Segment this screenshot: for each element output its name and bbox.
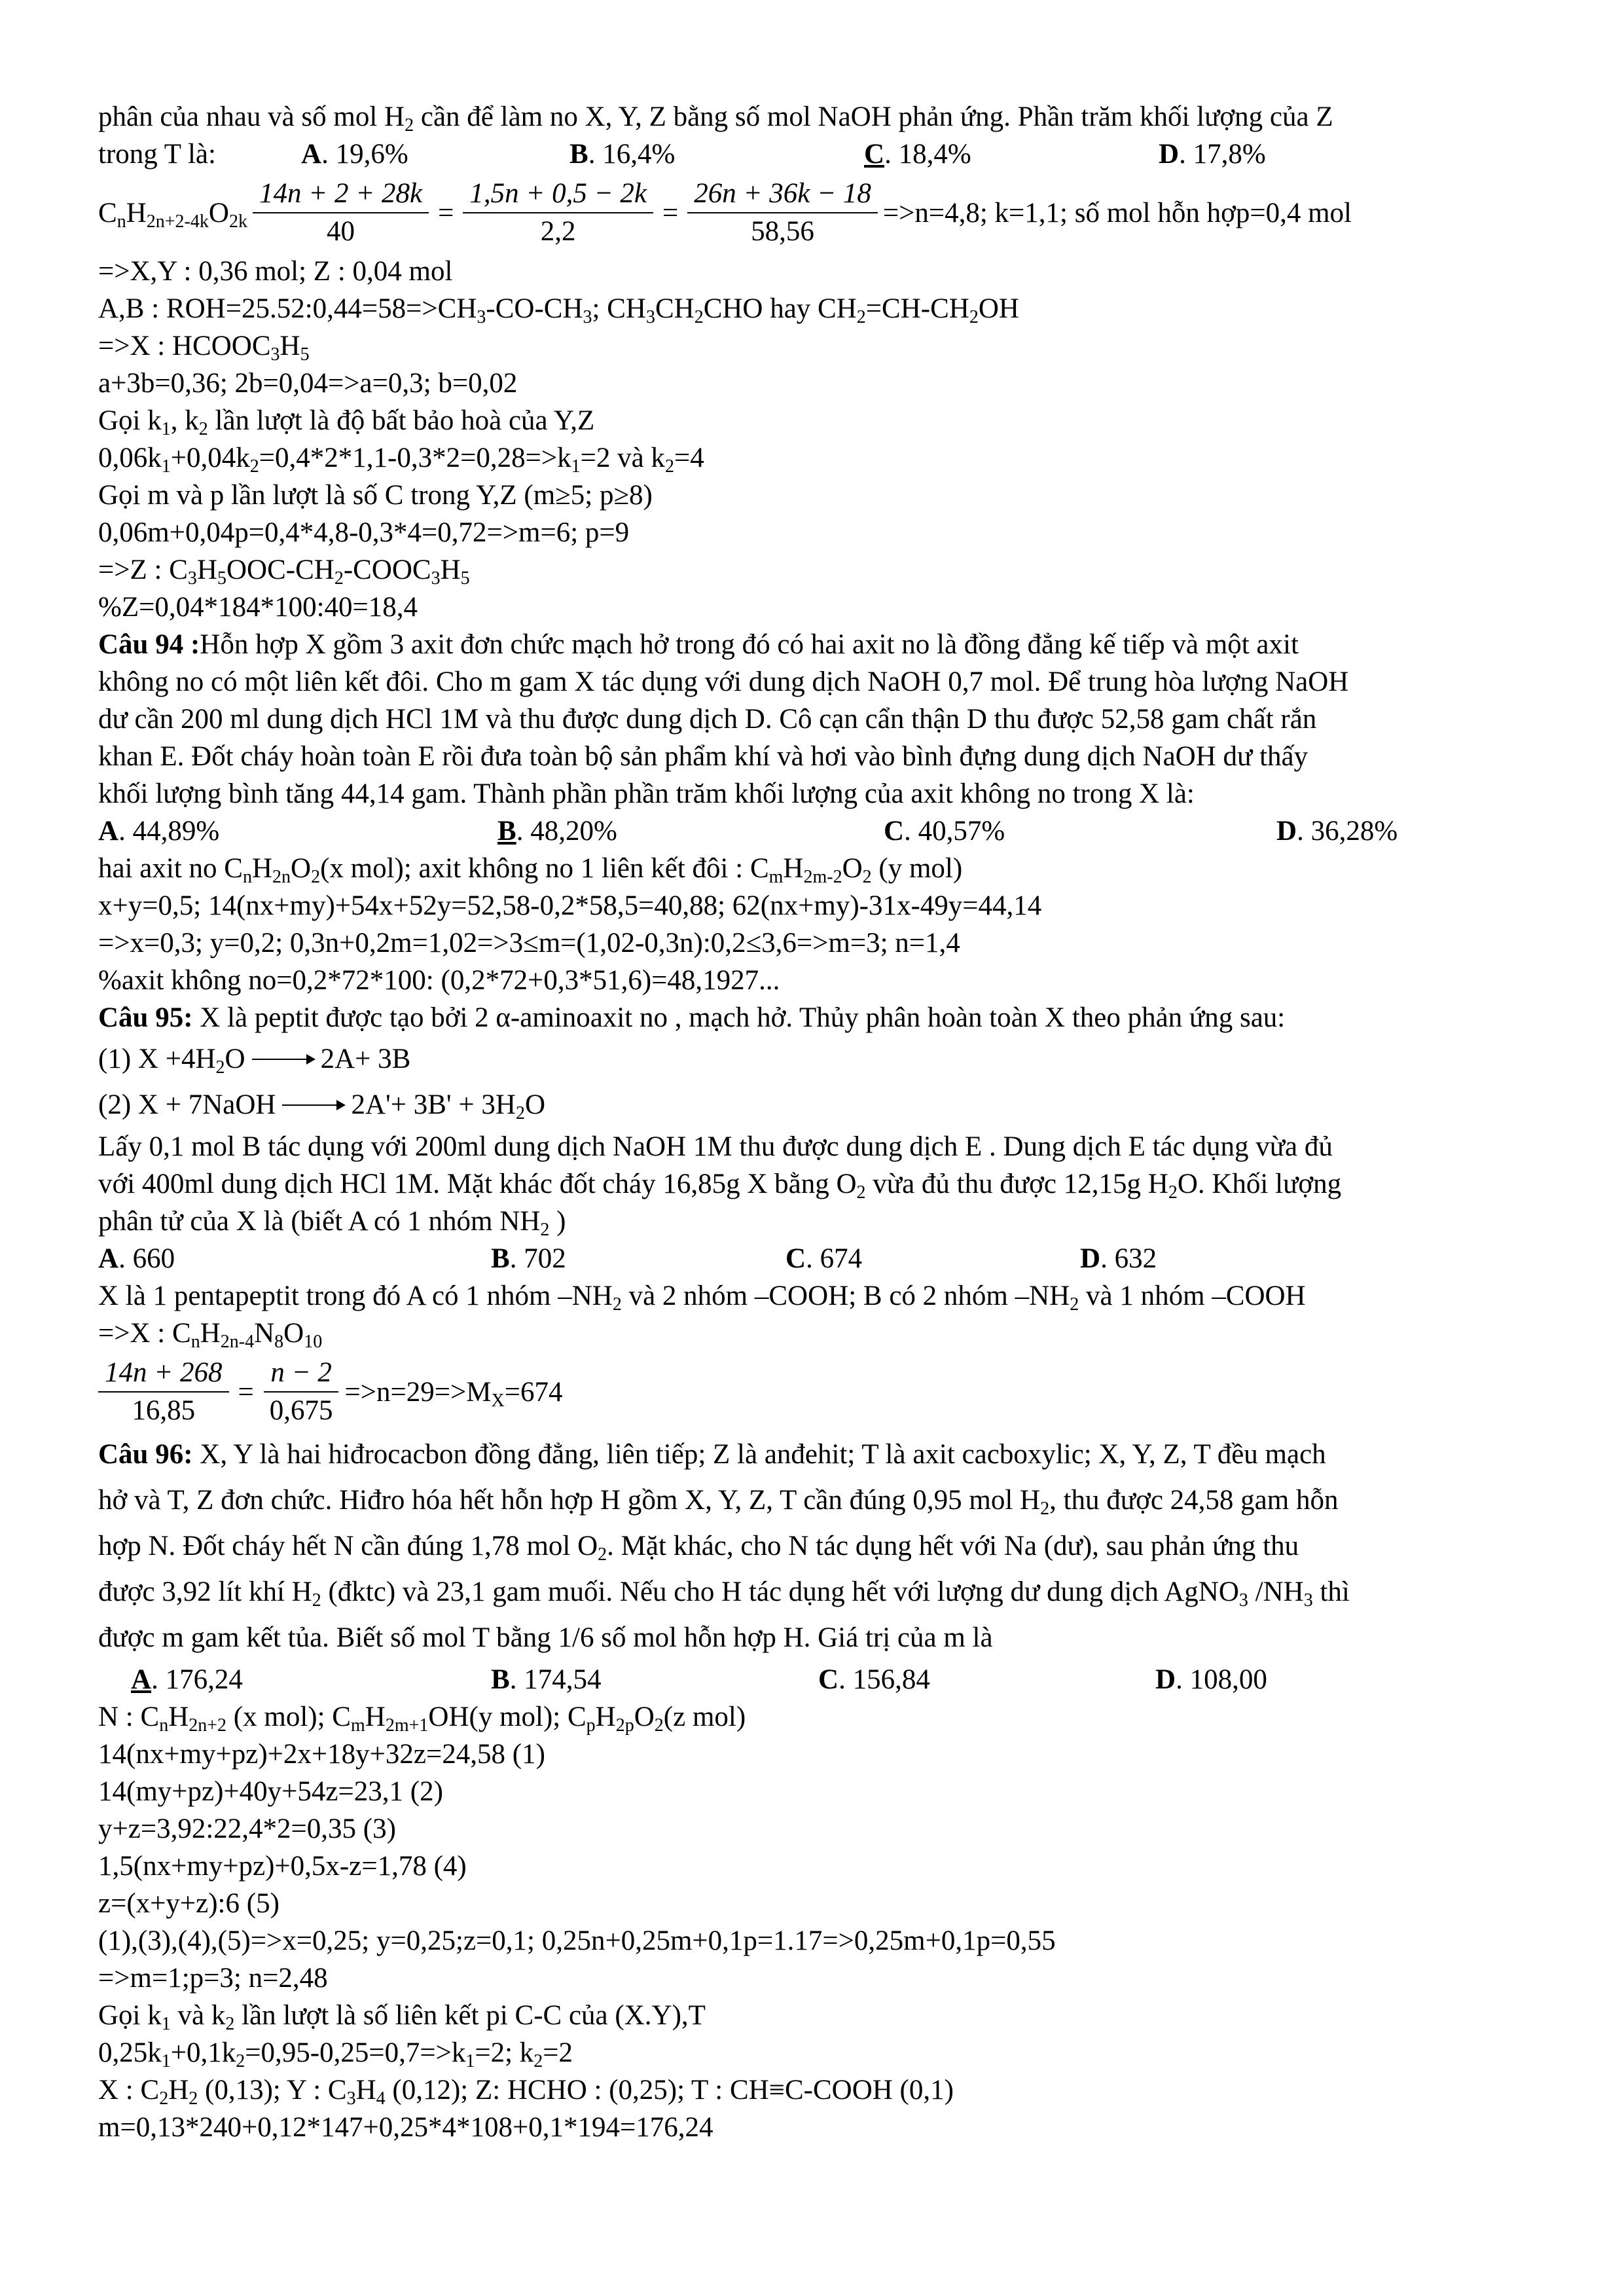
option-c: C. 156,84 [818,1664,930,1695]
question-text: dư cần 200 ml dung dịch HCl 1M và thu được dung dịch D. Cô cạn cẩn thận D thu được 52,58 gam chất rắn [98,704,1317,735]
solution-line: y+z=3,92:22,4*2=0,35 (3) [98,1813,396,1844]
question-text [98,1478,1558,1523]
solution-line: 1,5(nx+my+pz)+0,5x-z=1,78 (4) [98,1851,467,1882]
solution-line: m=0,13*240+0,12*147+0,25*4*108+0,1*194=176,24 [98,2112,713,2143]
option-d: D. 108,00 [1155,1664,1267,1695]
subscript: 2 [856,307,866,327]
text-run: CHO hay CH [703,293,857,324]
subscript: 2 [334,568,344,589]
formula-result [345,1374,563,1411]
solution-line [98,1277,1558,1315]
subscript: 2n [272,867,291,887]
subscript: 3 [270,344,280,365]
text-run: =0,95-0,25=0,7=>k [245,2037,466,2068]
text-run: -COOC [343,555,431,585]
text-run: =CH-CH [865,293,969,324]
solution-line [98,2034,1558,2071]
text-run: Gọi k [98,2000,162,2031]
subscript: 3 [187,568,197,589]
option-d: D. 17,8% [1159,139,1266,170]
option-b: B. 702 [491,1243,566,1274]
text-run: lần lượt là độ bất bảo hoà của Y,Z [208,405,595,436]
solution-line [98,402,1558,439]
document-page [98,98,1558,2146]
text-run: +0,1k [170,2037,236,2068]
subscript: 3 [431,568,441,589]
text-run: (z mol) [663,1702,746,1732]
text-run: (x mol); C [226,1702,351,1732]
text-run: OH [978,293,1019,324]
text-run: O [225,1044,245,1074]
subscript: 2p [615,1715,634,1736]
text-run: O [524,1089,546,1120]
formula-result: =>n=4,8; k=1,1; số mol hỗn hợp=0,4 mol [882,197,1352,228]
text-run: và k [170,2000,226,2031]
solution-line: =>m=1;p=3; n=2,48 [98,1963,328,1994]
text-run: (1) X +4H [98,1044,216,1074]
text-run: (x mol); axit không no 1 liên kết đôi : C [320,853,769,884]
solution-line: 14(nx+my+pz)+2x+18y+32z=24,58 (1) [98,1739,545,1770]
subscript: 2 [225,2014,235,2034]
answer-options [98,812,1558,850]
subscript: 1 [161,2051,171,2071]
text-run: O [283,1318,304,1349]
solution-line: 14(my+pz)+40y+54z=23,1 (2) [98,1776,443,1807]
subscript: 2 [1040,1499,1050,1519]
subscript: 2 [405,115,414,136]
question-text: khan E. Đốt cháy hoàn toàn E rồi đưa toàn bộ sản phẩm khí và hơi vào bình đựng dung dịch NaOH dư thấy [98,741,1308,772]
text-run: X : C [98,2075,160,2105]
solution-line: =>X,Y : 0,36 mol; Z : 0,04 mol [98,256,453,287]
arrow-icon [252,1059,314,1060]
option-b: B. 174,54 [491,1664,602,1695]
text-run: H [168,2075,189,2105]
question-text: không no có một liên kết đôi. Cho m gam X tác dụng với dung dịch NaOH 0,7 mol. Để trung hòa lượng NaOH [98,666,1349,697]
text-run: X là 1 pentapeptit trong đó A có 1 nhóm –NH [98,1281,613,1311]
subscript: 2 [249,456,259,477]
text-run: =2; k [475,2037,534,2068]
answer-options [98,1240,1558,1277]
solution-line: Gọi m và p lần lượt là số C trong Y,Z (m≥5; p≥8) [98,480,653,511]
option-a: A. 660 [98,1243,175,1274]
text-run: =>Z : C [98,555,188,585]
option-c: C. 674 [785,1243,863,1274]
subscript: n [242,867,252,887]
arrow-icon [282,1104,344,1106]
subscript: 1 [161,456,171,477]
text-run: =>X : HCOOC [98,331,271,361]
subscript: 2 [598,1544,607,1565]
text-run: (0,12); Z: HCHO : (0,25); T : CH≡C-COOH (0,1) [385,2075,954,2105]
text-run: H [280,331,300,361]
subscript: 2 [862,867,872,887]
formula-line: $\frac{14n + 268}{16,85}$ = $\frac{n - 2}{0,675}$ $=>n=29=>M_X=674$ [98,1352,1558,1432]
text-run: , k [170,405,199,436]
text-run: H [440,555,461,585]
text-run: . Mặt khác, cho N tác dụng hết với Na (dư), sau phản ứng thu [607,1531,1299,1561]
text-run: O [291,853,312,884]
text-run: H [126,197,147,228]
text-run: -CO-CH [486,293,583,324]
general-formula [98,194,247,232]
subscript: 5 [460,568,470,589]
subscript: n [190,1332,200,1352]
text-run: A,B : ROH=25.52:0,44=58=>CH [98,293,477,324]
question-96: Câu 96: X, Y là hai hiđrocacbon đồng đẳng, liên tiếp; Z là anđehit; T là axit cacboxylic; X, Y, Z, T đều mạch [98,1439,1326,1470]
subscript: 3 [583,307,592,327]
subscript: 1 [465,2051,475,2071]
subscript: 2m+1 [385,1715,429,1736]
answer-options [98,136,1558,173]
subscript: 2k [228,211,247,232]
subscript: 2n+2-4k [146,211,209,232]
text-run: N : C [98,1702,160,1732]
text-run: =2 và k [580,443,665,473]
subscript: 2 [654,1715,664,1736]
text-run: /NH [1248,1576,1304,1607]
solution-line: =>x=0,3; y=0,2; 0,3n+0,2m=1,02=>3≤m=(1,02-0,3n):0,2≤3,6=>m=3; n=1,4 [98,928,960,958]
subscript: 2n+2 [189,1715,227,1736]
subscript: 2 [236,2051,245,2071]
fraction: $\frac{14n + 268}{16,85}$ [98,1355,229,1429]
subscript: m [350,1715,365,1736]
text-run: C [98,197,117,228]
solution-line [98,290,1558,327]
text-run: (0,13); Y : C [198,2075,347,2105]
subscript: 2 [694,307,704,327]
solution-line [98,1315,1558,1352]
text-run: =674 [504,1376,563,1408]
reaction-1: (1) $X +4H_2O$ 2A+ 3B [98,1044,411,1078]
option-b: B. 16,4% [569,139,676,170]
text-run: , thu được 24,58 gam hỗn [1049,1485,1339,1516]
text-run: =0,4*2*1,1-0,3*2=0,28=>k [259,443,571,473]
text-run: H [168,1702,189,1732]
text-line [98,98,1558,136]
subscript: 2 [159,2088,169,2109]
option-b: B. 48,20% [497,816,617,847]
text-run: ) [549,1206,566,1237]
subscript: 3 [645,307,655,327]
subscript: 2 [515,1103,525,1123]
subscript: p [586,1715,596,1736]
text-run: =>n=29=>M [344,1376,492,1408]
subscript: 1 [161,2014,171,2034]
text-run: (đktc) và 23,1 gam muối. Nếu cho H tác dụng hết với lượng dư dung dịch AgNO [321,1576,1239,1607]
text-run: và 1 nhóm –COOH [1079,1281,1306,1311]
solution-line: %axit không no=0,2*72*100: (0,2*72+0,3*51,6)=48,1927... [98,965,780,996]
solution-line [98,327,1558,365]
subscript: 2 [311,867,321,887]
fraction: $\frac{14n + 2 + 28k}{40}$ [253,175,429,250]
subscript: X [491,1390,505,1411]
text-run: H [200,1318,221,1349]
subscript: 2 [856,1182,866,1203]
text-run: =4 [674,443,704,473]
solution-line [98,2071,1558,2109]
text-run: lần lượt là số liên kết pi C-C của (X.Y),T [234,2000,706,2031]
solution-line: %Z=0,04*184*100:40=18,4 [98,592,418,623]
fraction: $\frac{1,5n + 0,5 - 2k}{2,2}$ [463,175,653,250]
text-run: O. Khối lượng [1177,1169,1342,1199]
text-run: thì [1312,1576,1350,1607]
text-run: H [783,853,804,884]
subscript: 2 [1070,1294,1079,1315]
subscript: 3 [1303,1590,1313,1611]
subscript: 2 [533,2051,543,2071]
question-label: Câu 95: [98,1002,193,1033]
subscript: 2 [969,307,979,327]
text-run: CH [655,293,695,324]
text-run: H [251,853,273,884]
solution-line [98,439,1558,477]
question-label: Câu 96: [98,1439,193,1470]
text-run: O [634,1702,655,1732]
subscript: 2n-4 [220,1332,255,1352]
option-a: A. 176,24 [131,1664,243,1695]
text-run: phân của nhau và số mol H [98,101,405,132]
text-run: hở và T, Z đơn chức. Hiđro hóa hết hỗn hợp H gồm X, Y, Z, T cần đúng 0,95 mol H [98,1485,1041,1516]
subscript: 8 [274,1332,284,1352]
subscript: 5 [217,568,226,589]
subscript: 2 [612,1294,622,1315]
text-run: 0,06k [98,443,162,473]
question-text: được m gam kết tủa. Biết số mol T bằng 1/6 số mol hỗn hợp H. Giá trị của m là [98,1622,993,1653]
solution-line: x+y=0,5; 14(nx+my)+54x+52y=52,58-0,2*58,5=40,88; 62(nx+my)-31x-49y=44,14 [98,890,1042,921]
text-run: vừa đủ thu được 12,15g H [865,1169,1168,1199]
option-c: C. 40,57% [884,816,1005,847]
text-run: H [595,1702,616,1732]
subscript: 2 [189,2088,198,2109]
subscript: 2 [312,1590,321,1611]
subscript: 2m-2 [803,867,842,887]
subscript: n [117,211,126,232]
text-run: H [196,555,217,585]
fraction: $\frac{n - 2}{0,675}$ [263,1355,340,1429]
question-text [98,1165,1558,1203]
text-run: phân tử của X là (biết A có 1 nhóm NH [98,1206,541,1237]
text-run: O [208,197,229,228]
text-run: =2 [543,2037,573,2068]
solution-line [98,850,1558,887]
text-run: H [355,2075,376,2105]
solution-line: z=(x+y+z):6 (5) [98,1888,280,1919]
text-run: với 400ml dung dịch HCl 1M. Mặt khác đốt cháy 16,85g X bằng O [98,1169,857,1199]
question-text [98,1569,1558,1615]
text-run: 2A'+ 3B' + 3H [351,1089,516,1120]
text-run: cần để làm no X, Y, Z bằng số mol NaOH phản ứng. Phần trăm khối lượng của Z [414,101,1333,132]
reaction-2: (2) X + 7NaOH $2A'+ 3B' + 3H_2O$ [98,1089,546,1123]
option-a: A. 44,89% [98,816,220,847]
option-c: C. 18,4% [864,139,971,170]
text-run: =>X : C [98,1318,191,1349]
question-text: trong T là: [98,139,216,170]
subscript: 2 [1168,1182,1178,1203]
text-run: ; CH [592,293,646,324]
answer-options [98,1661,1558,1698]
solution-line: a+3b=0,36; 2b=0,04=>a=0,3; b=0,02 [98,368,518,399]
text-run: O [842,853,863,884]
subscript: 10 [304,1332,323,1352]
text-run: +0,04k [170,443,250,473]
text-run: H [365,1702,386,1732]
subscript: m [768,867,784,887]
formula-line: $C_nH_{2n+2-4k}O_{2k}$ $\frac{14n + 2 + 28k}{40}$ = $\frac{1,5n + 0,5 - 2k}{2,2}$ = $\frac{26n + 36k - 18}{58,56}$ =>n=4,8; k=1,1; số mol hỗn hợp=0,4 mol [98,173,1558,253]
subscript: 1 [571,456,581,477]
question-text: khối lượng bình tăng 44,14 gam. Thành phần phần trăm khối lượng của axit không no trong X là: [98,778,1195,809]
question-text [98,1203,1558,1240]
option-d: D. 632 [1080,1243,1157,1274]
question-95: Câu 95: X là peptit được tạo bởi 2 α-aminoaxit no , mạch hở. Thủy phân hoàn toàn X theo phản ứng sau: [98,1002,1286,1033]
solution-line [98,1698,1558,1736]
subscript: 2 [215,1057,225,1078]
solution-line: (1),(3),(4),(5)=>x=0,25; y=0,25;z=0,1; 0,25n+0,25m+0,1p=1.17=>0,25m+0,1p=0,55 [98,1925,1056,1956]
text-run: được 3,92 lít khí H [98,1576,312,1607]
option-a: A. 19,6% [301,139,408,170]
text-run: hợp N. Đốt cháy hết N cần đúng 1,78 mol O [98,1531,598,1561]
text-run: hai axit no C [98,853,243,884]
solution-line [98,1997,1558,2034]
subscript: 5 [300,344,310,365]
text-run: (y mol) [871,853,963,884]
question-label: Câu 94 : [98,629,200,660]
subscript: 3 [477,307,486,327]
subscript: 1 [161,419,171,439]
subscript: 2 [664,456,674,477]
question-text [98,1523,1558,1569]
text-run: 0,25k [98,2037,162,2068]
text-run: OOC-CH [226,555,334,585]
solution-line: 0,06m+0,04p=0,4*4,8-0,3*4=0,72=>m=6; p=9 [98,517,630,548]
option-d: D. 36,28% [1276,816,1398,847]
question-94: Câu 94 :Hỗn hợp X gồm 3 axit đơn chức mạch hở trong đó có hai axit no là đồng đẳng kế tiếp và một axit [98,629,1299,660]
subscript: 3 [1238,1590,1248,1611]
subscript: 2 [198,419,208,439]
subscript: 2 [540,1220,550,1240]
fraction: $\frac{26n + 36k - 18}{58,56}$ [687,175,878,250]
subscript: 4 [376,2088,386,2109]
text-run: N [254,1318,275,1349]
text-run: và 2 nhóm –COOH; B có 2 nhóm –NH [621,1281,1070,1311]
subscript: 3 [346,2088,356,2109]
subscript: n [159,1715,169,1736]
solution-line [98,551,1558,589]
text-run: OH(y mol); C [428,1702,586,1732]
question-text: Lấy 0,1 mol B tác dụng với 200ml dung dịch NaOH 1M thu được dung dịch E . Dung dịch E tác dụng vừa đủ [98,1131,1333,1162]
text-run: Gọi k [98,405,162,436]
